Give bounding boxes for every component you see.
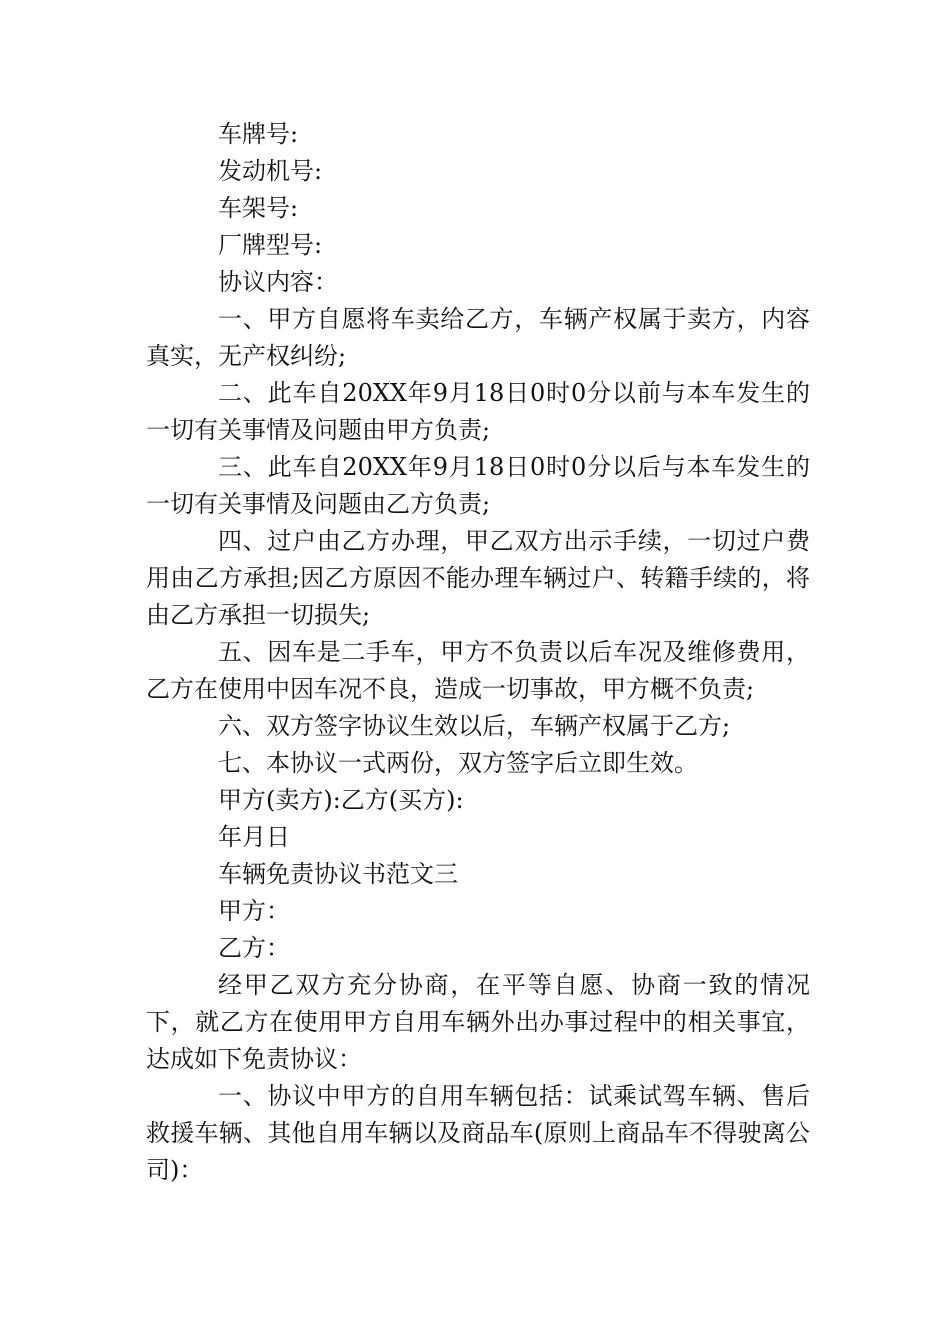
- field-brand-model: 厂牌型号:: [218, 231, 323, 259]
- field-plate-number: 车牌号:: [218, 120, 299, 148]
- clause-4: 四、过户由乙方办理，甲乙双方出示手续，一切过户费用由乙方承担;因乙方原因不能办理车辆过户、转籍手续的，将由乙方承担一切损失;: [146, 527, 810, 629]
- waiver-clause-1: 一、协议中甲方的自用车辆包括：试乘试驾车辆、售后救援车辆、其他自用车辆以及商品车(原则上商品车不得驶离公司)：: [146, 1082, 810, 1184]
- clause-7: 七、本协议一式两份，双方签字后立即生效。: [218, 749, 698, 777]
- clause-2: 二、此车自20XX年9月18日0时0分以前与本车发生的一切有关事情及问题由甲方负责;: [146, 379, 810, 444]
- field-frame-number: 车架号:: [218, 194, 299, 222]
- clause-5: 五、因车是二手车，甲方不负责以后车况及维修费用，乙方在使用中因车况不良，造成一切事故，甲方概不负责;: [146, 638, 810, 703]
- section-heading-agreement-content: 协议内容：: [218, 268, 338, 296]
- signature-date: 年月日: [218, 823, 290, 851]
- agreement-preamble: 经甲乙双方充分协商，在平等自愿、协商一致的情况下，就乙方在使用甲方自用车辆外出办事过程中的相关事宜，达成如下免责协议：: [146, 971, 810, 1073]
- signature-parties: 甲方(卖方):乙方(买方):: [218, 786, 464, 814]
- clause-3: 三、此车自20XX年9月18日0时0分以后与本车发生的一切有关事情及问题由乙方负责;: [146, 453, 810, 518]
- party-a-field: 甲方：: [218, 897, 290, 925]
- clause-1: 一、甲方自愿将车卖给乙方，车辆产权属于卖方，内容真实，无产权纠纷;: [146, 305, 810, 370]
- document-section-title: 车辆免责协议书范文三: [218, 860, 458, 888]
- party-b-field: 乙方：: [218, 934, 290, 962]
- field-engine-number: 发动机号:: [218, 157, 323, 185]
- document-body: [146, 116, 810, 1189]
- clause-6: 六、双方签字协议生效以后，车辆产权属于乙方;: [218, 712, 731, 740]
